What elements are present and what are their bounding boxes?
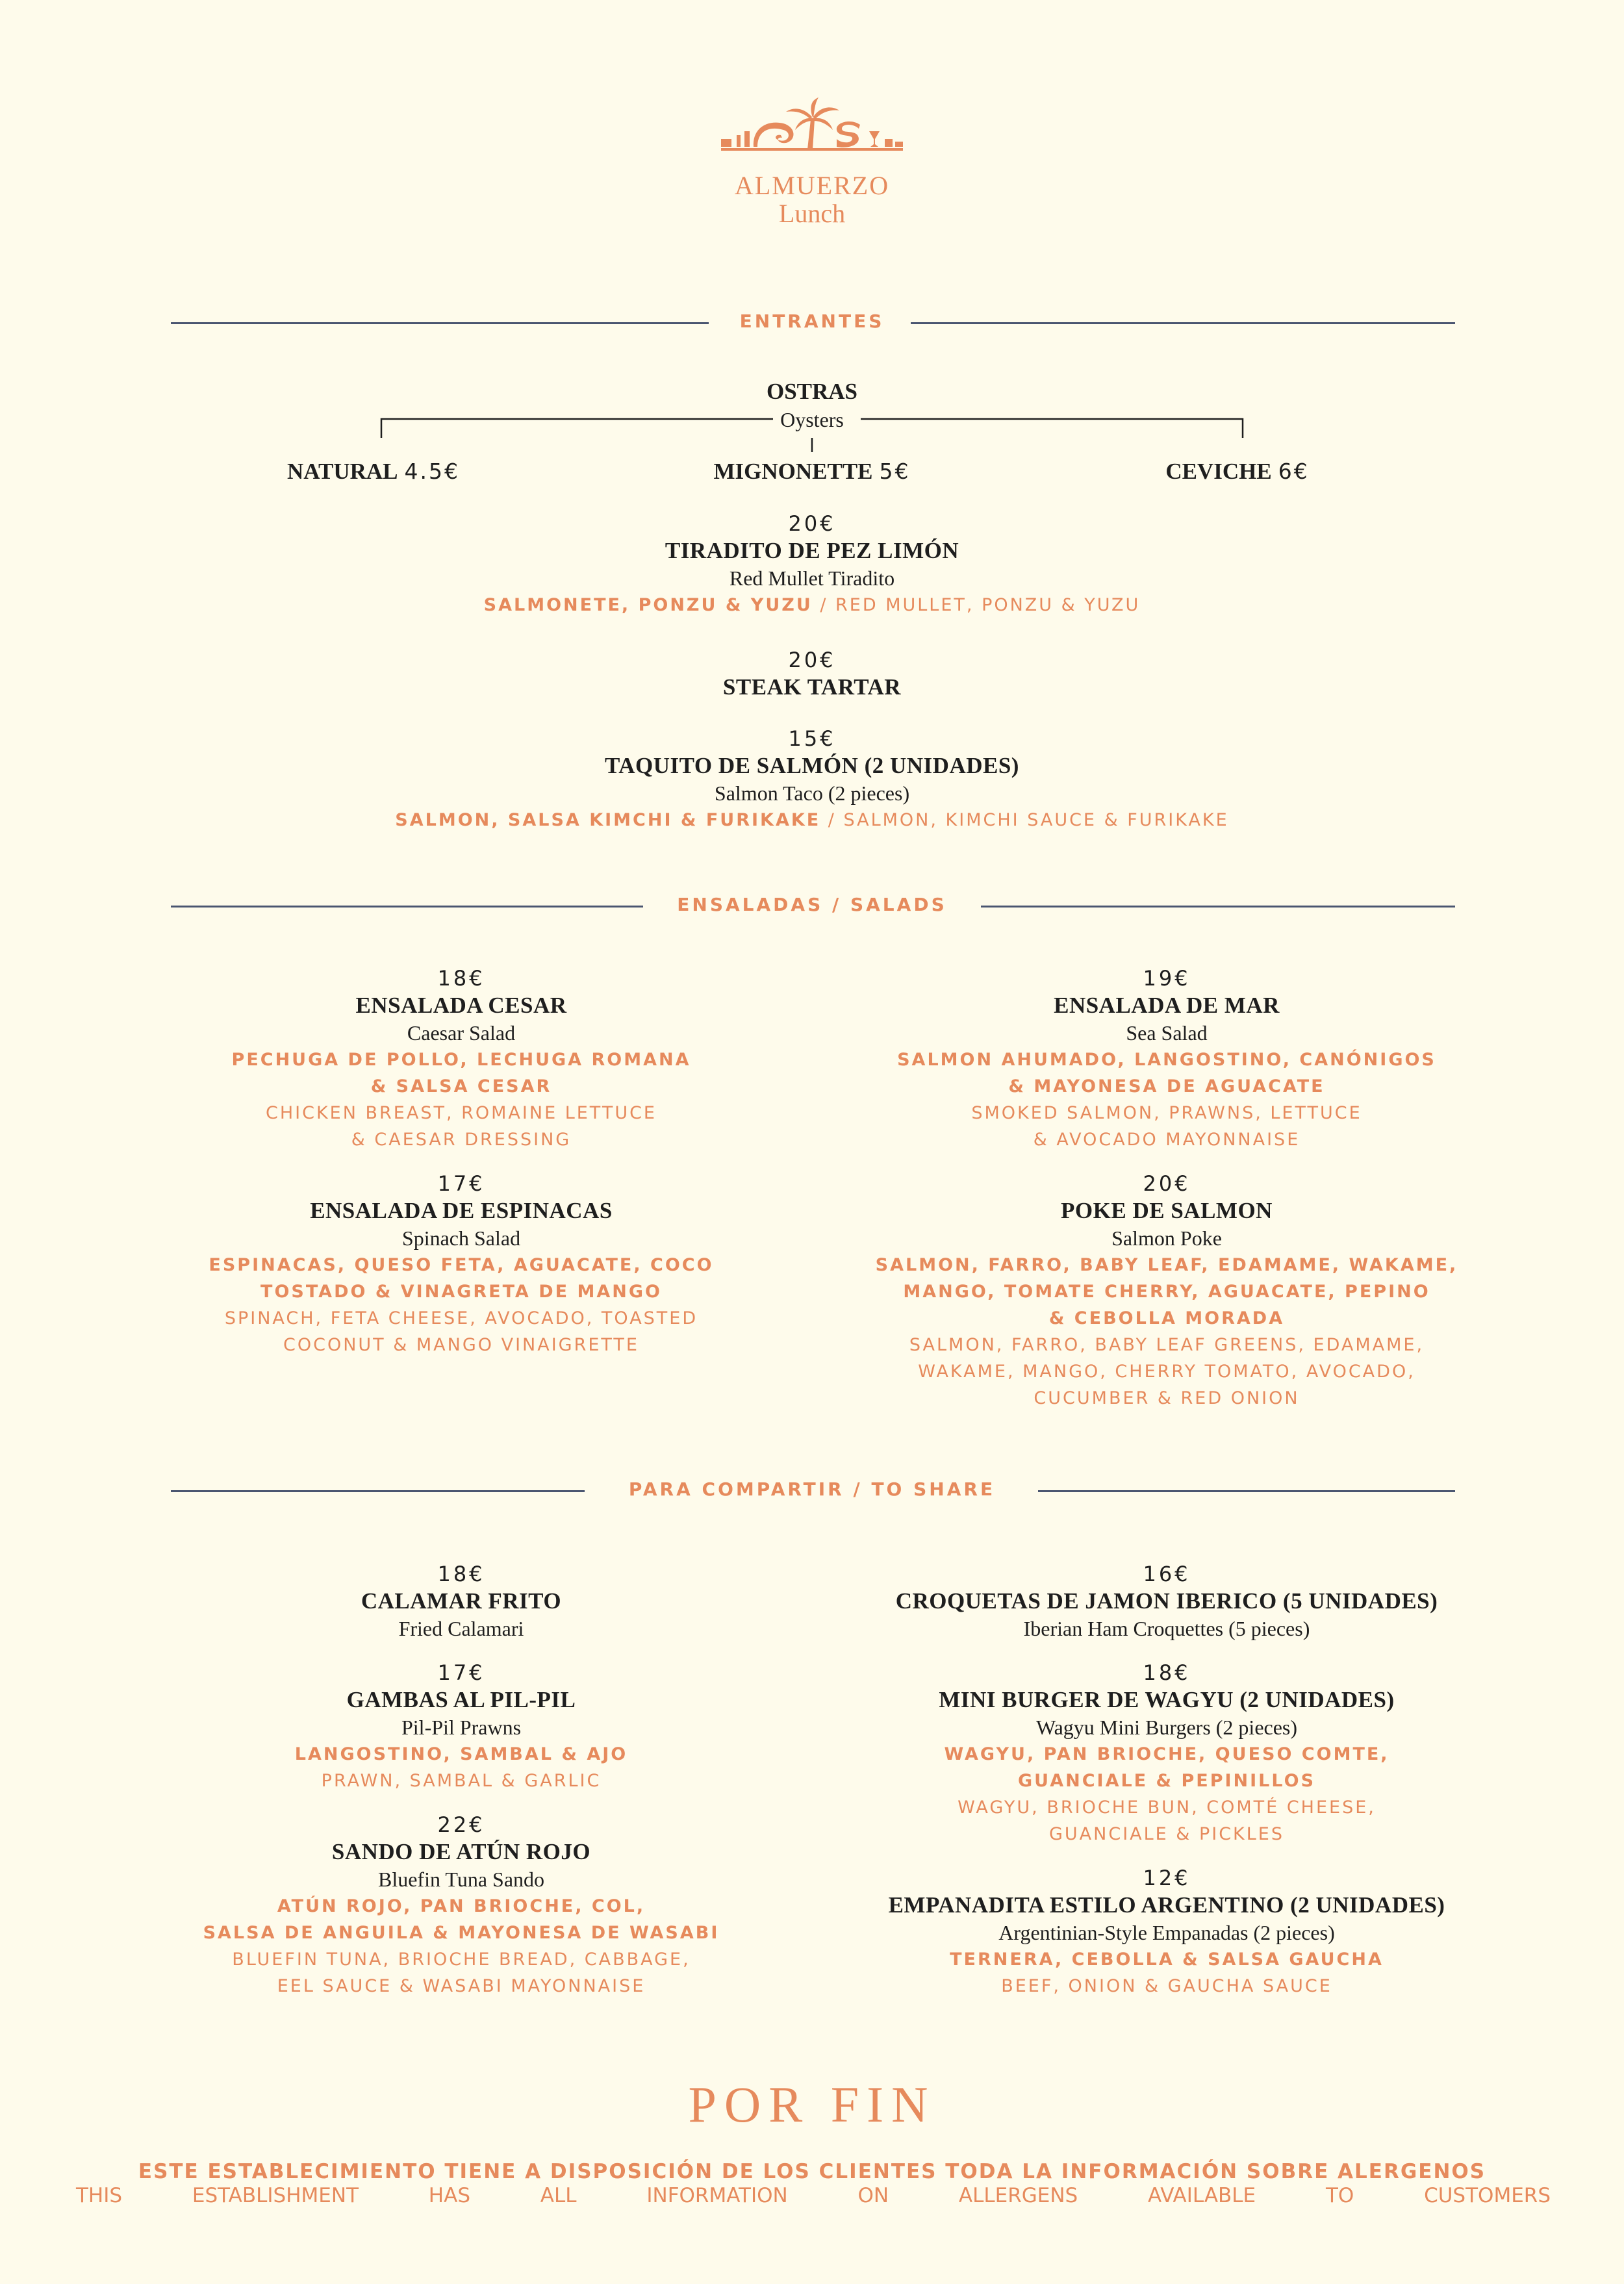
oyster-option-mignonette: MIGNONETTE 5€ <box>713 459 911 484</box>
item-name: ENSALADA DE ESPINACAS <box>310 1198 613 1223</box>
item-name: TAQUITO DE SALMÓN (2 UNIDADES) <box>605 753 1019 778</box>
menu-item <box>842 1170 1491 1412</box>
oysters-name: OSTRAS <box>766 379 858 404</box>
item-ingredients-en: WAGYU, BRIOCHE BUN, COMTÉ CHEESE, <box>958 1797 1376 1818</box>
share-left-column <box>162 1560 760 2016</box>
allergen-notice-es: ESTE ESTABLECIMIENTO TIENE A DISPOSICIÓN DE LOS CLIENTES TODA LA INFORMACIÓN SOBRE ALERGENOS <box>138 2160 1486 2183</box>
item-subtitle: Pil-Pil Prawns <box>401 1716 522 1739</box>
item-price: 18€ <box>1143 1660 1191 1685</box>
item-description: SALMONETE, PONZU & YUZU / RED MULLET, PONZU & YUZU <box>483 595 1141 615</box>
item-ingredients-es: & SALSA CESAR <box>370 1076 552 1097</box>
starter-item <box>0 725 1624 833</box>
item-ingredients-es: GUANCIALE & PEPINILLOS <box>1017 1771 1316 1791</box>
salads-right-column <box>842 965 1491 1428</box>
item-subtitle: Bluefin Tuna Sando <box>377 1868 545 1891</box>
item-subtitle: Spinach Salad <box>401 1226 521 1250</box>
menu-item <box>842 1560 1491 1642</box>
oysters-bracket <box>380 416 1244 455</box>
item-ingredients-es: & CEBOLLA MORADA <box>1048 1308 1285 1328</box>
item-price: 22€ <box>437 1812 485 1837</box>
item-ingredients-es: MANGO, TOMATE CHERRY, AGUACATE, PEPINO <box>903 1282 1430 1302</box>
section-divider-ensaladas <box>0 894 1624 920</box>
item-name: SANDO DE ATÚN ROJO <box>331 1839 591 1864</box>
item-ingredients-en: PRAWN, SAMBAL & GARLIC <box>321 1771 602 1791</box>
item-ingredients-es: TERNERA, CEBOLLA & SALSA GAUCHA <box>950 1949 1384 1970</box>
item-price: 20€ <box>788 648 836 672</box>
item-ingredients-es: SALMON AHUMADO, LANGOSTINO, CANÓNIGOS <box>897 1050 1436 1070</box>
menu-title: ALMUERZO <box>734 171 890 200</box>
item-ingredients-en: CHICKEN BREAST, ROMAINE LETTUCE <box>266 1103 657 1123</box>
item-ingredients-es: SALSA DE ANGUILA & MAYONESA DE WASABI <box>203 1923 720 1943</box>
item-subtitle: Salmon Taco (2 pieces) <box>714 781 910 805</box>
section-title-compartir: PARA COMPARTIR / TO SHARE <box>628 1478 996 1500</box>
section-divider-compartir <box>0 1478 1624 1504</box>
oyster-option-natural: NATURAL 4.5€ <box>287 459 460 484</box>
item-subtitle: Iberian Ham Croquettes (5 pieces) <box>1023 1617 1310 1640</box>
section-title-entrantes: ENTRANTES <box>739 311 885 332</box>
menu-subtitle: Lunch <box>778 199 846 228</box>
item-name: GAMBAS AL PIL-PIL <box>346 1687 576 1712</box>
item-ingredients-en: EEL SAUCE & WASABI MAYONNAISE <box>277 1976 646 1996</box>
item-price: 12€ <box>1143 1866 1191 1890</box>
item-name: EMPANADITA ESTILO ARGENTINO (2 UNIDADES) <box>888 1892 1445 1918</box>
item-name: ENSALADA DE MAR <box>1054 993 1280 1018</box>
item-subtitle: Salmon Poke <box>1111 1226 1222 1250</box>
item-ingredients-en: BLUEFIN TUNA, BRIOCHE BREAD, CABBAGE, <box>232 1949 691 1970</box>
menu-item <box>842 1659 1491 1847</box>
item-subtitle: Sea Salad <box>1126 1021 1208 1045</box>
item-ingredients-es: WAGYU, PAN BRIOCHE, QUESO COMTE, <box>944 1744 1389 1764</box>
item-ingredients-en: WAKAME, MANGO, CHERRY TOMATO, AVOCADO, <box>918 1362 1415 1382</box>
item-ingredients-es: SALMON, FARRO, BABY LEAF, EDAMAME, WAKAME, <box>875 1255 1458 1275</box>
item-ingredients-en: & AVOCADO MAYONNAISE <box>1033 1130 1300 1150</box>
item-name: POKE DE SALMON <box>1061 1198 1273 1223</box>
section-divider-entrantes <box>0 311 1624 336</box>
item-ingredients-en: GUANCIALE & PICKLES <box>1048 1824 1284 1844</box>
item-subtitle: Red Mullet Tiradito <box>729 566 895 590</box>
item-name: CALAMAR FRITO <box>361 1588 562 1614</box>
item-ingredients-es: ATÚN ROJO, PAN BRIOCHE, COL, <box>277 1896 646 1916</box>
starter-item <box>0 646 1624 701</box>
item-name: STEAK TARTAR <box>722 674 902 700</box>
item-ingredients-es: PECHUGA DE POLLO, LECHUGA ROMANA <box>231 1050 691 1070</box>
restaurant-logo-icon <box>721 97 903 156</box>
item-ingredients-es: TOSTADO & VINAGRETA DE MANGO <box>260 1282 662 1302</box>
section-title-ensaladas: ENSALADAS / SALADS <box>677 894 947 915</box>
item-ingredients-en: BEEF, ONION & GAUCHA SAUCE <box>1001 1976 1332 1996</box>
brand-name: POR FIN <box>688 2076 936 2133</box>
item-price: 17€ <box>437 1660 485 1685</box>
item-ingredients-en: SMOKED SALMON, PRAWNS, LETTUCE <box>971 1103 1362 1123</box>
item-ingredients-en: & CAESAR DRESSING <box>351 1130 572 1150</box>
item-subtitle: Wagyu Mini Burgers (2 pieces) <box>1035 1716 1298 1739</box>
menu-item <box>162 1811 760 1999</box>
item-name: TIRADITO DE PEZ LIMÓN <box>665 538 959 563</box>
item-price: 15€ <box>788 726 836 751</box>
item-name: ENSALADA CESAR <box>355 993 567 1018</box>
item-price: 18€ <box>437 966 485 991</box>
menu-item <box>162 1659 760 1794</box>
item-ingredients-es: LANGOSTINO, SAMBAL & AJO <box>294 1744 628 1764</box>
item-price: 17€ <box>437 1171 485 1196</box>
share-right-column <box>842 1560 1491 2016</box>
item-description: SALMON, SALSA KIMCHI & FURIKAKE / SALMON, KIMCHI SAUCE & FURIKAKE <box>395 810 1229 830</box>
menu-item <box>162 1560 760 1642</box>
item-price: 16€ <box>1143 1562 1191 1586</box>
item-subtitle: Argentinian-Style Empanadas (2 pieces) <box>998 1921 1335 1944</box>
item-ingredients-en: SALMON, FARRO, BABY LEAF GREENS, EDAMAME, <box>909 1335 1425 1355</box>
item-price: 19€ <box>1143 966 1191 991</box>
item-subtitle: Fried Calamari <box>398 1617 524 1640</box>
item-ingredients-en: SPINACH, FETA CHEESE, AVOCADO, TOASTED <box>224 1308 698 1328</box>
allergen-notice-en: THIS ESTABLISHMENT HAS ALL INFORMATION ON ALLERGENS AVAILABLE TO CUSTOMERS <box>76 2184 1551 2207</box>
menu-item <box>842 1864 1491 1999</box>
item-ingredients-en: COCONUT & MANGO VINAIGRETTE <box>283 1335 639 1355</box>
item-subtitle: Caesar Salad <box>407 1021 516 1045</box>
item-ingredients-en: CUCUMBER & RED ONION <box>1034 1388 1300 1408</box>
salads-left-column <box>162 965 760 1375</box>
oysters-subtitle: Oysters <box>780 408 844 431</box>
item-ingredients-es: & MAYONESA DE AGUACATE <box>1008 1076 1325 1097</box>
item-name: MINI BURGER DE WAGYU (2 UNIDADES) <box>939 1687 1395 1712</box>
item-name: CROQUETAS DE JAMON IBERICO (5 UNIDADES) <box>895 1588 1438 1614</box>
menu-item <box>842 965 1491 1153</box>
item-price: 18€ <box>437 1562 485 1586</box>
starter-item <box>0 510 1624 618</box>
menu-item <box>162 1170 760 1358</box>
item-price: 20€ <box>1143 1171 1191 1196</box>
oyster-option-ceviche: CEVICHE 6€ <box>1165 459 1310 484</box>
menu-item <box>162 965 760 1153</box>
item-price: 20€ <box>788 511 836 536</box>
item-ingredients-es: ESPINACAS, QUESO FETA, AGUACATE, COCO <box>209 1255 714 1275</box>
